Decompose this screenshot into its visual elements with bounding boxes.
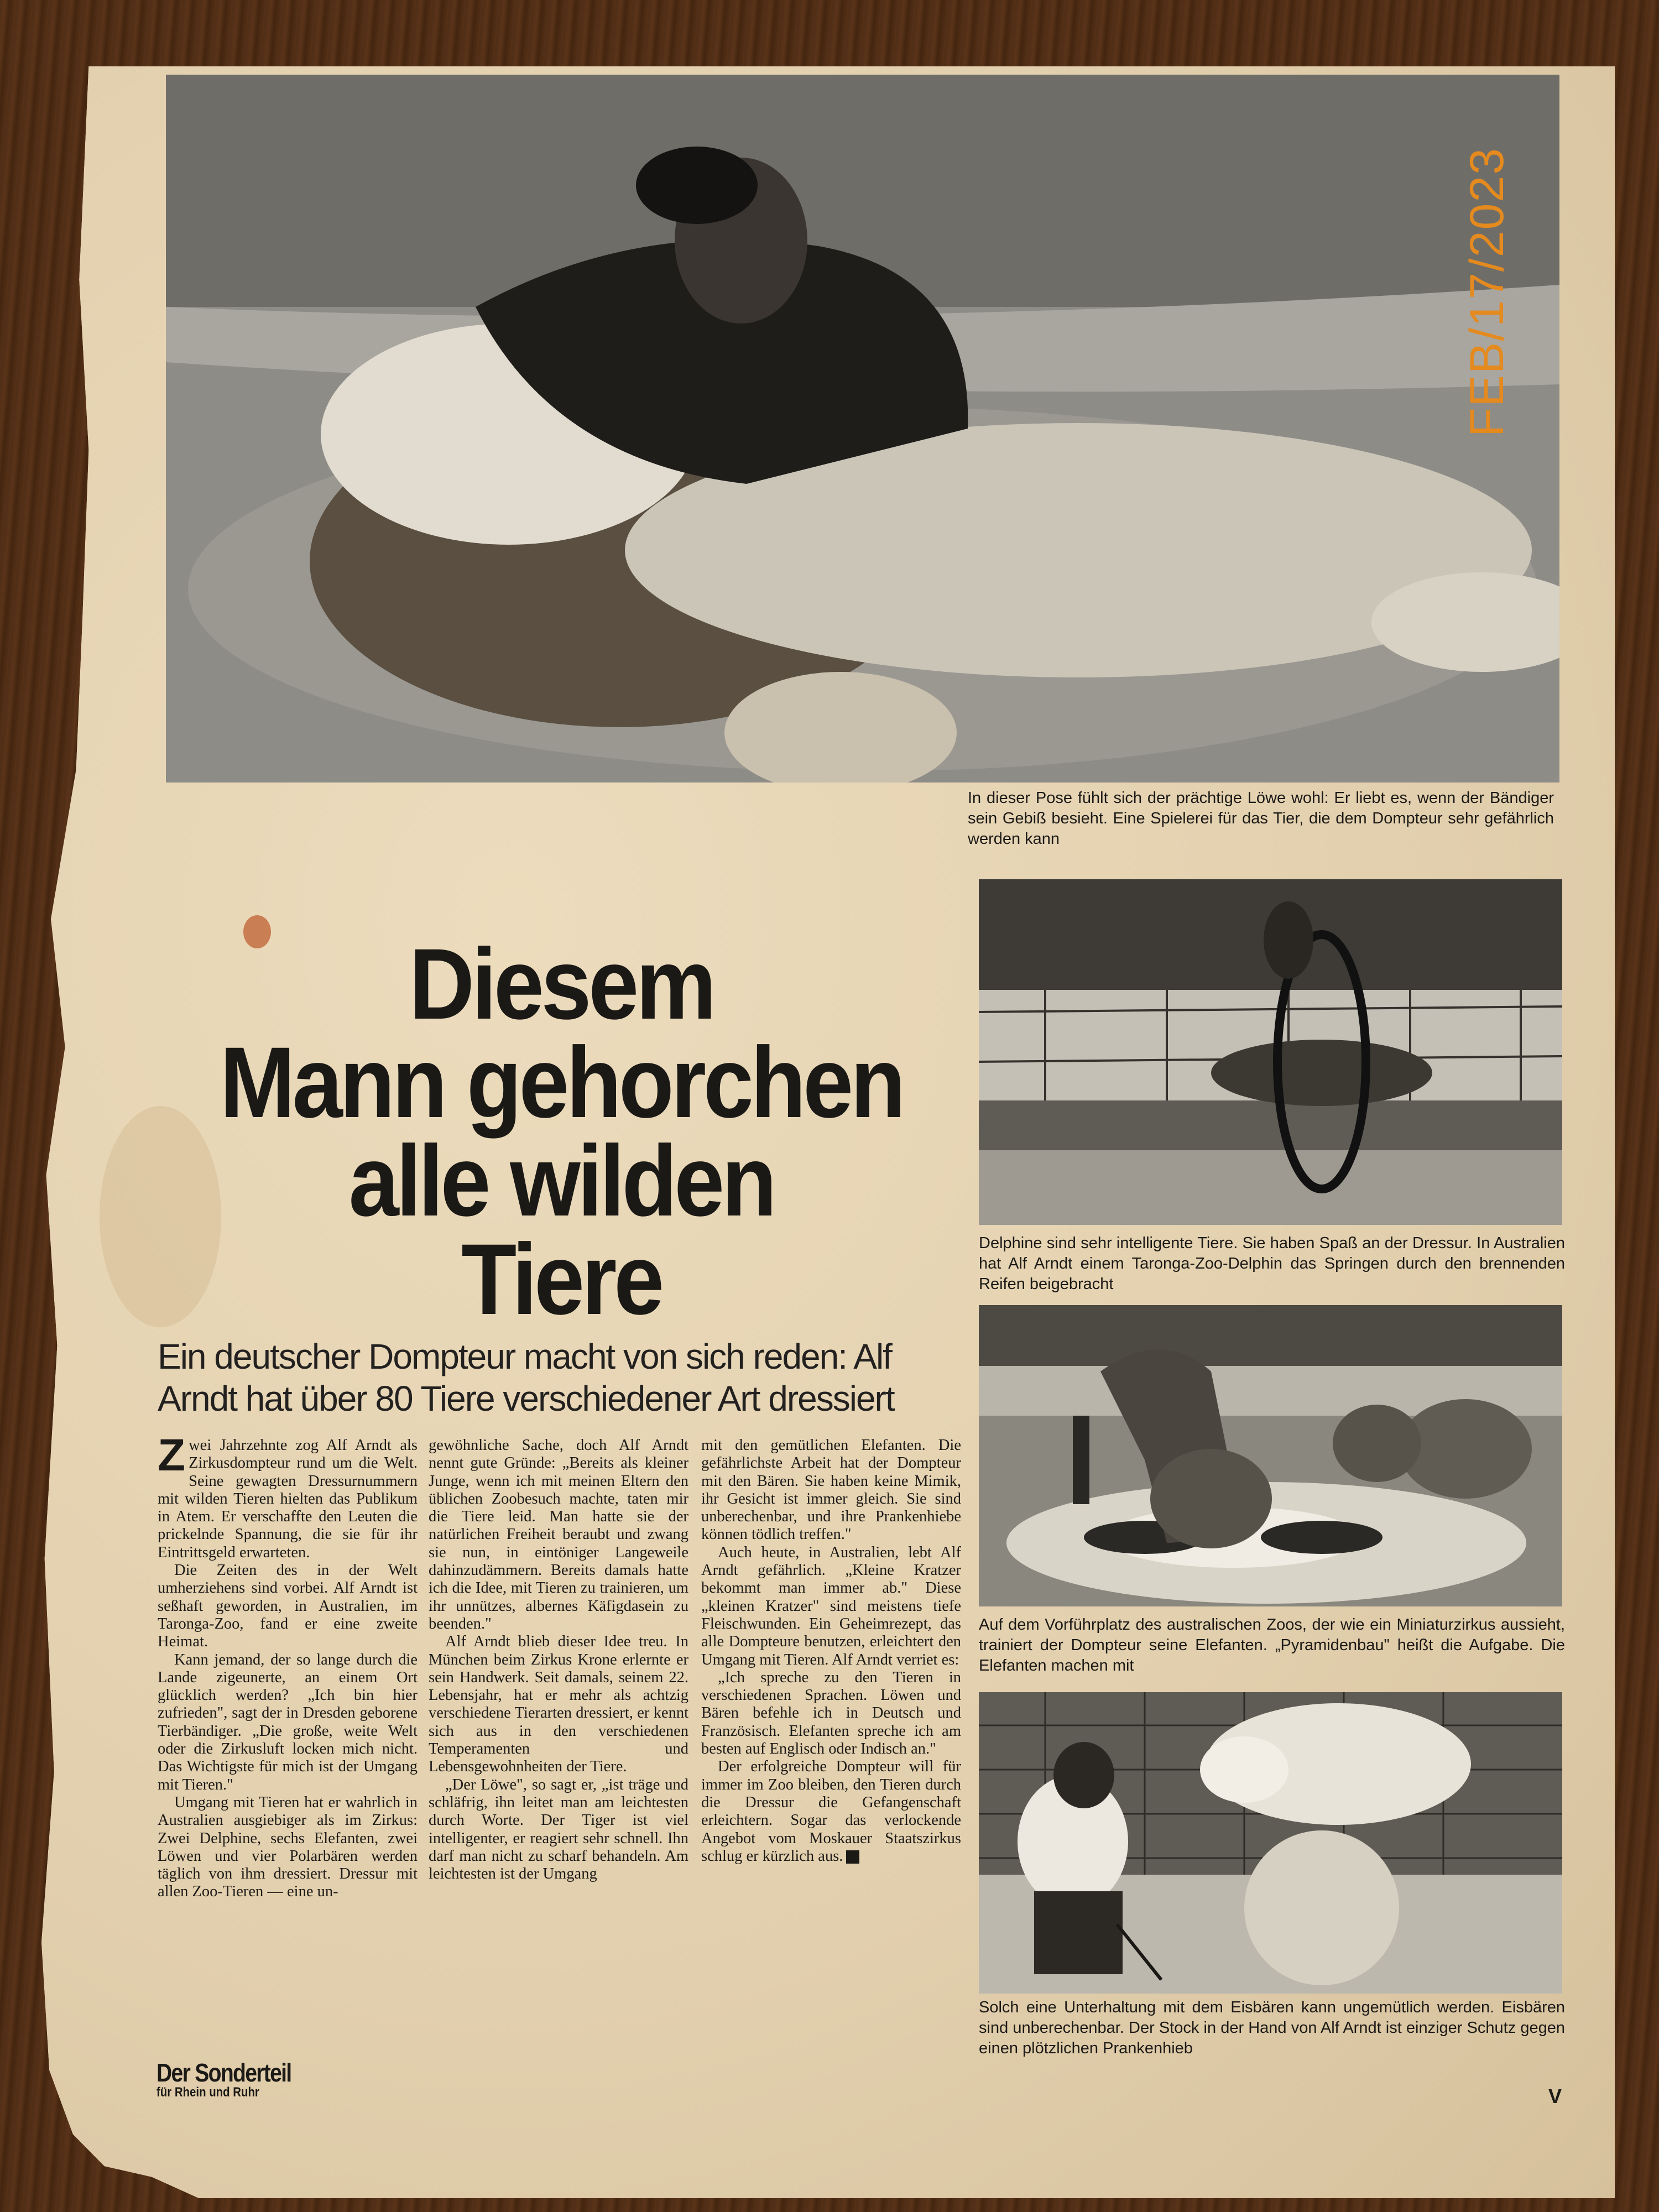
article-paragraph: Kann jemand, der so lange durch die Lande zigeunerte, an einem Ort glücklich werden? „Ich bin hier zufrieden", sagt der in Dresden geborene Tierbändiger. „Die große, weite Welt oder die Zirkusluft locken mich nicht. Das Wichtigste für mich ist der Umgang mit Tieren." xyxy=(158,1651,418,1793)
headline-line: Mann gehorchen xyxy=(220,1026,903,1139)
headline-line: Diesem xyxy=(409,927,714,1040)
page-mark: V xyxy=(1548,2085,1562,2107)
photo-caption-lion: In dieser Pose fühlt sich der prächtige Löwe wohl: Er liebt es, wenn der Bändiger sein Gebiß besieht. Eine Spielerei für das Tier, die dem Dompteur sehr gefährlich werden kann xyxy=(968,789,1554,848)
section-logo-title: Der Sonderteil xyxy=(156,2058,291,2087)
section-logo-subtitle: für Rhein und Ruhr xyxy=(156,2085,259,2100)
article-paragraph: Auch heute, in Australien, lebt Alf Arndt gefährlich. „Kleine Kratzer bekommt man immer ab." Diese „kleinen Kratzer" sind meistens tiefe Fleischwunden. Ein Geheimrezept, das alle Dompteure benutzen, erleichtert den Umgang mit Tieren. Alf Arndt verriet es: xyxy=(701,1543,961,1668)
photo-caption-polarbear: Solch eine Unterhaltung mit dem Eisbären kann ungemütlich werden. Eisbären sind unberechenbar. Der Stock in der Hand von Alf Arndt ist einziger Schutz gegen einen plötzlichen Prankenhieb xyxy=(979,1999,1565,2057)
article-paragraph: „Der Löwe", so sagt er, „ist träge und schläfrig, ihn leitet man am leichtesten durch Worte. Der Tiger ist viel intelligenter, er reagiert sehr schnell. Ihn darf man nicht zu scharf behandeln. Am leichtesten ist der Umgang xyxy=(429,1776,688,1883)
article-paragraph: Alf Arndt blieb dieser Idee treu. In München beim Zirkus Krone erlernte er sein Handwerk. Seit damals, seinem 22. Lebensjahr, hat er mehr als achtzig verschiedene Tierarten dressiert, er kennt sich aus in den verschiedenen Temperamenten und Lebensgewohnheiten der Tiere. xyxy=(429,1633,688,1776)
headline xyxy=(201,927,922,1335)
headline-line: alle wilden xyxy=(348,1124,774,1237)
photo-caption-dolphin: Delphine sind sehr intelligente Tiere. Sie haben Spaß an der Dressur. In Australien hat Alf Arndt einem Taronga-Zoo-Delphin das Springen durch den brennenden Reifen beigebracht xyxy=(979,1234,1565,1293)
photo-caption-elephants: Auf dem Vorführplatz des australischen Zoos, der wie ein Miniaturzirkus aussieht, trainiert der Dompteur seine Elefanten. „Pyramidenbau" heißt die Aufgabe. Die Elefanten machen mit xyxy=(979,1616,1565,1674)
article-column-2 xyxy=(429,1437,688,1883)
article-column-1 xyxy=(158,1430,418,1901)
article-paragraph: mit den gemütlichen Elefanten. Die gefährlichste Arbeit hat der Dompteur mit den Bären. Sie haben keine Mimik, ihr Gesicht ist immer gleich. Sie sind unberechenbar, und ihre Prankenhiebe können tödlich treffen." xyxy=(701,1437,961,1543)
headline-line: Tiere xyxy=(461,1223,661,1335)
end-of-article-mark xyxy=(846,1850,859,1864)
article-paragraph: Umgang mit Tieren hat er wahrlich in Australien ausgiebiger als im Zirkus: Zwei Delphine, sechs Elefanten, zwei Löwen und vier Polarbären werden täglich von ihm dressiert. Dressur mit allen Zoo-Tieren — eine un- xyxy=(158,1793,418,1901)
photo-dolphin-hoop xyxy=(979,879,1562,1225)
article-paragraph: Die Zeiten des in der Welt umherziehens sind vorbei. Alf Arndt ist seßhaft geworden, in Australien, im Taronga-Zoo, fand er eine zweite Heimat. xyxy=(158,1562,418,1651)
article-paragraph xyxy=(701,1758,961,1865)
article-paragraph-text: Der erfolgreiche Dompteur will für immer im Zoo bleiben, den Tieren durch die Dressur die Gefangenschaft erleichtern. Sogar das verlockende Angebot vom Moskauer Staatszirkus schlug er kürzlich aus. xyxy=(701,1758,961,1865)
article-paragraph: Zwei Jahrzehnte zog Alf Arndt als Zirkusdompteur rund um die Welt. Seine gewagten Dressurnummern mit wilden Tieren hielten das Publikum in Atem. Er verschaffte den Leuten die prickelnde Spannung, die sie für ihr Eintrittsgeld erwarteten. xyxy=(158,1430,418,1561)
article-paragraph: gewöhnliche Sache, doch Alf Arndt nennt gute Gründe: „Bereits als kleiner Junge, wenn ich mit meinen Eltern den üblichen Zoobesuch machte, taten mir die Tiere leid. Man hatte sie der natürlichen Freiheit beraubt und zwang sie nun, in eintöniger Langeweile dahinzudämmern. Bereits damals hatte ich die Idee, mit Tieren zu trainieren, um ihr unnützes, albernes Käfigdasein zu beenden." xyxy=(429,1437,688,1632)
photo-lion-tamer xyxy=(166,75,1559,782)
article-paragraph: „Ich spreche zu den Tieren in verschiedenen Sprachen. Löwen und Bären befehle ich in Deutsch und Französisch. Elefanten spreche ich am besten auf Englisch oder Indisch an." xyxy=(701,1668,961,1758)
photo-elephants-training xyxy=(979,1305,1562,1606)
article-column-3 xyxy=(701,1437,961,1865)
section-logo xyxy=(156,2060,315,2100)
subheadline: Ein deutscher Dompteur macht von sich reden: Alf Arndt hat über 80 Tiere verschiedener Art dressiert xyxy=(158,1337,894,1418)
photo-polar-bear xyxy=(979,1692,1562,1994)
camera-date-stamp: FEB/17/2023 xyxy=(1460,147,1514,437)
